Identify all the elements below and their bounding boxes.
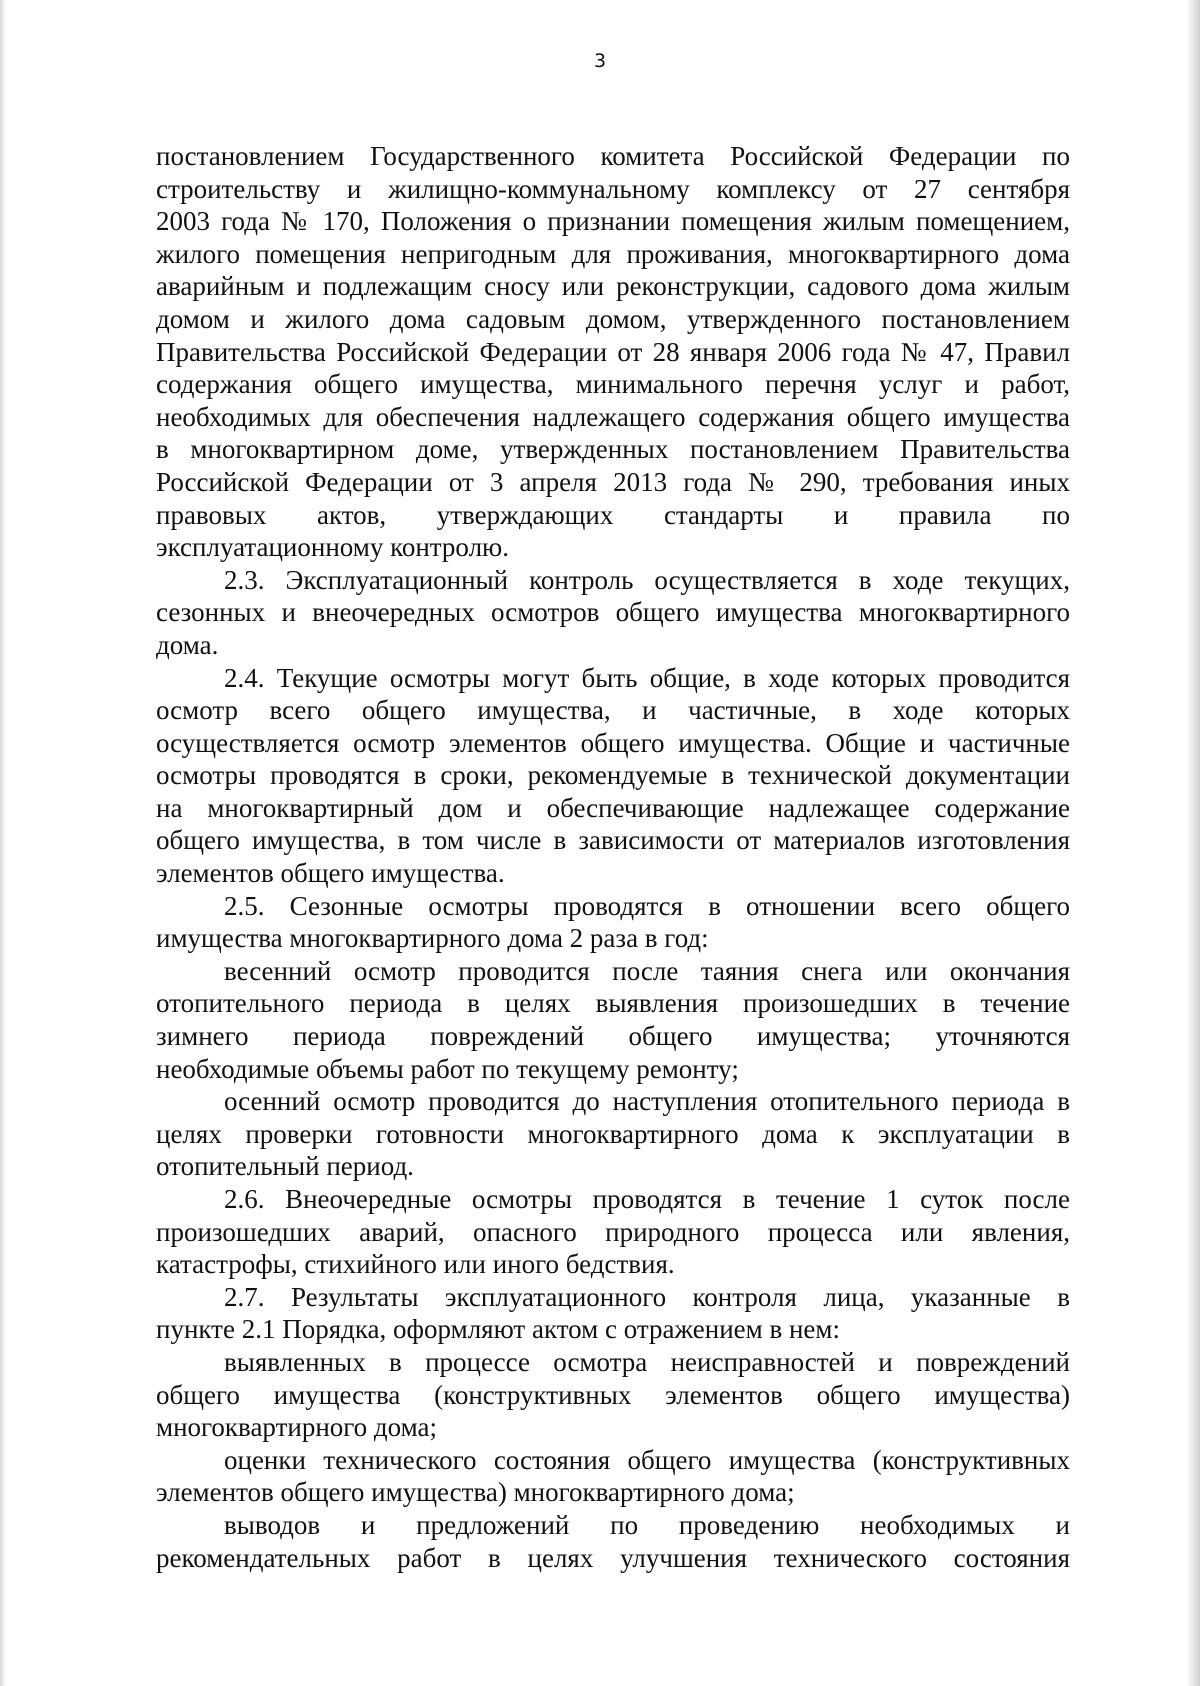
text-line: правовых актов, утверждающих стандарты и правила по	[156, 499, 1070, 530]
text-line: многоквартирного дома;	[156, 1412, 438, 1443]
text-line: выводов и предложений по проведению необходимых и	[224, 1509, 1070, 1540]
text-line: отопительный период.	[156, 1151, 414, 1182]
text-line: 2.6. Внеочередные осмотры проводятся в течение 1 суток после	[224, 1184, 1070, 1214]
text-line: сезонных и внеочередных осмотров общего имущества многоквартирного	[156, 597, 1070, 628]
text-line: дома.	[156, 629, 219, 660]
text-line: 2.5. Сезонные осмотры проводятся в отношении всего общего	[224, 890, 1070, 921]
text-line: целях проверки готовности многоквартирного дома к эксплуатации в	[156, 1118, 1070, 1149]
text-line: выявленных в процессе осмотра неисправностей и повреждений	[224, 1346, 1070, 1377]
scan-edge-right	[1186, 0, 1200, 1686]
scan-edge-left	[0, 0, 6, 1686]
text-line: осмотры проводятся в сроки, рекомендуемые в технической документации	[156, 760, 1070, 791]
text-line: Правительства Российской Федерации от 28 января 2006 года № 47, Правил	[156, 336, 1070, 367]
text-line: 2.7. Результаты эксплуатационного контроля лица, указанные в	[224, 1281, 1070, 1312]
text-line: жилого помещения непригодным для проживания, многоквартирного дома	[156, 238, 1070, 269]
text-line: постановлением Государственного комитета Российской Федерации по	[156, 141, 1070, 171]
text-line: на многоквартирный дом и обеспечивающие надлежащее содержание	[156, 792, 1070, 823]
text-line: общего имущества, в том числе в зависимости от материалов изготовления	[156, 825, 1070, 856]
page-number: 3	[593, 50, 607, 72]
text-line: рекомендательных работ в целях улучшения технического состояния	[156, 1542, 1070, 1573]
text-line: Российской Федерации от 3 апреля 2013 года № 290, требования иных	[156, 466, 1070, 497]
text-line: 2003 года № 170, Положения о признании помещения жилым помещением,	[156, 206, 1070, 237]
text-line: катастрофы, стихийного или иного бедствия.	[156, 1249, 675, 1280]
paragraph-intro	[156, 140, 1070, 564]
text-line: произошедших аварий, опасного природного процесса или явления,	[156, 1216, 1070, 1247]
text-line: отопительного периода в целях выявления произошедших в течение	[156, 988, 1070, 1019]
text-line: элементов общего имущества) многоквартирного дома;	[156, 1477, 795, 1508]
text-line: оценки технического состояния общего имущества (конструктивных	[224, 1444, 1070, 1475]
document-body	[156, 140, 1070, 1574]
paragraph-defects	[156, 1346, 1070, 1444]
text-line: 2.4. Текущие осмотры могут быть общие, в ходе которых проводится	[224, 662, 1070, 693]
paragraph-2-5	[156, 890, 1070, 955]
text-line: осуществляется осмотр элементов общего имущества. Общие и частичные	[156, 727, 1070, 758]
text-line: содержания общего имущества, минимального перечня услуг и работ,	[156, 369, 1070, 400]
paragraph-assessment	[156, 1444, 1070, 1509]
paragraph-2-6	[156, 1183, 1070, 1281]
paragraph-2-4	[156, 662, 1070, 890]
text-line: 2.3. Эксплуатационный контроль осуществляется в ходе текущих,	[224, 564, 1070, 595]
text-line: аварийным и подлежащим сносу или реконструкции, садового дома жилым	[156, 271, 1070, 302]
text-line: элементов общего имущества.	[156, 858, 505, 889]
text-line: имущества многоквартирного дома 2 раза в год:	[156, 923, 709, 954]
text-line: пункте 2.1 Порядка, оформляют актом с отражением в нем:	[156, 1314, 840, 1345]
text-line: общего имущества (конструктивных элементов общего имущества)	[156, 1379, 1070, 1410]
text-line: необходимые объемы работ по текущему ремонту;	[156, 1053, 739, 1084]
text-line: необходимых для обеспечения надлежащего содержания общего имущества	[156, 401, 1070, 432]
paragraph-2-3	[156, 564, 1070, 662]
text-line: строительству и жилищно-коммунальному комплексу от 27 сентября	[156, 173, 1070, 204]
text-line: в многоквартирном доме, утвержденных постановлением Правительства	[156, 434, 1070, 465]
text-line: осмотр всего общего имущества, и частичные, в ходе которых	[156, 695, 1070, 726]
text-line: осенний осмотр проводится до наступления отопительного периода в	[224, 1086, 1070, 1117]
text-line: зимнего периода повреждений общего имущества; уточняются	[156, 1021, 1070, 1052]
text-line: весенний осмотр проводится после таяния снега или окончания	[224, 955, 1070, 986]
paragraph-autumn-inspection	[156, 1085, 1070, 1183]
text-line: домом и жилого дома садовым домом, утвержденного постановлением	[156, 303, 1070, 334]
paragraph-spring-inspection	[156, 955, 1070, 1085]
paragraph-2-7	[156, 1281, 1070, 1346]
text-line: эксплуатационному контролю.	[156, 532, 509, 563]
paragraph-conclusions	[156, 1509, 1070, 1574]
